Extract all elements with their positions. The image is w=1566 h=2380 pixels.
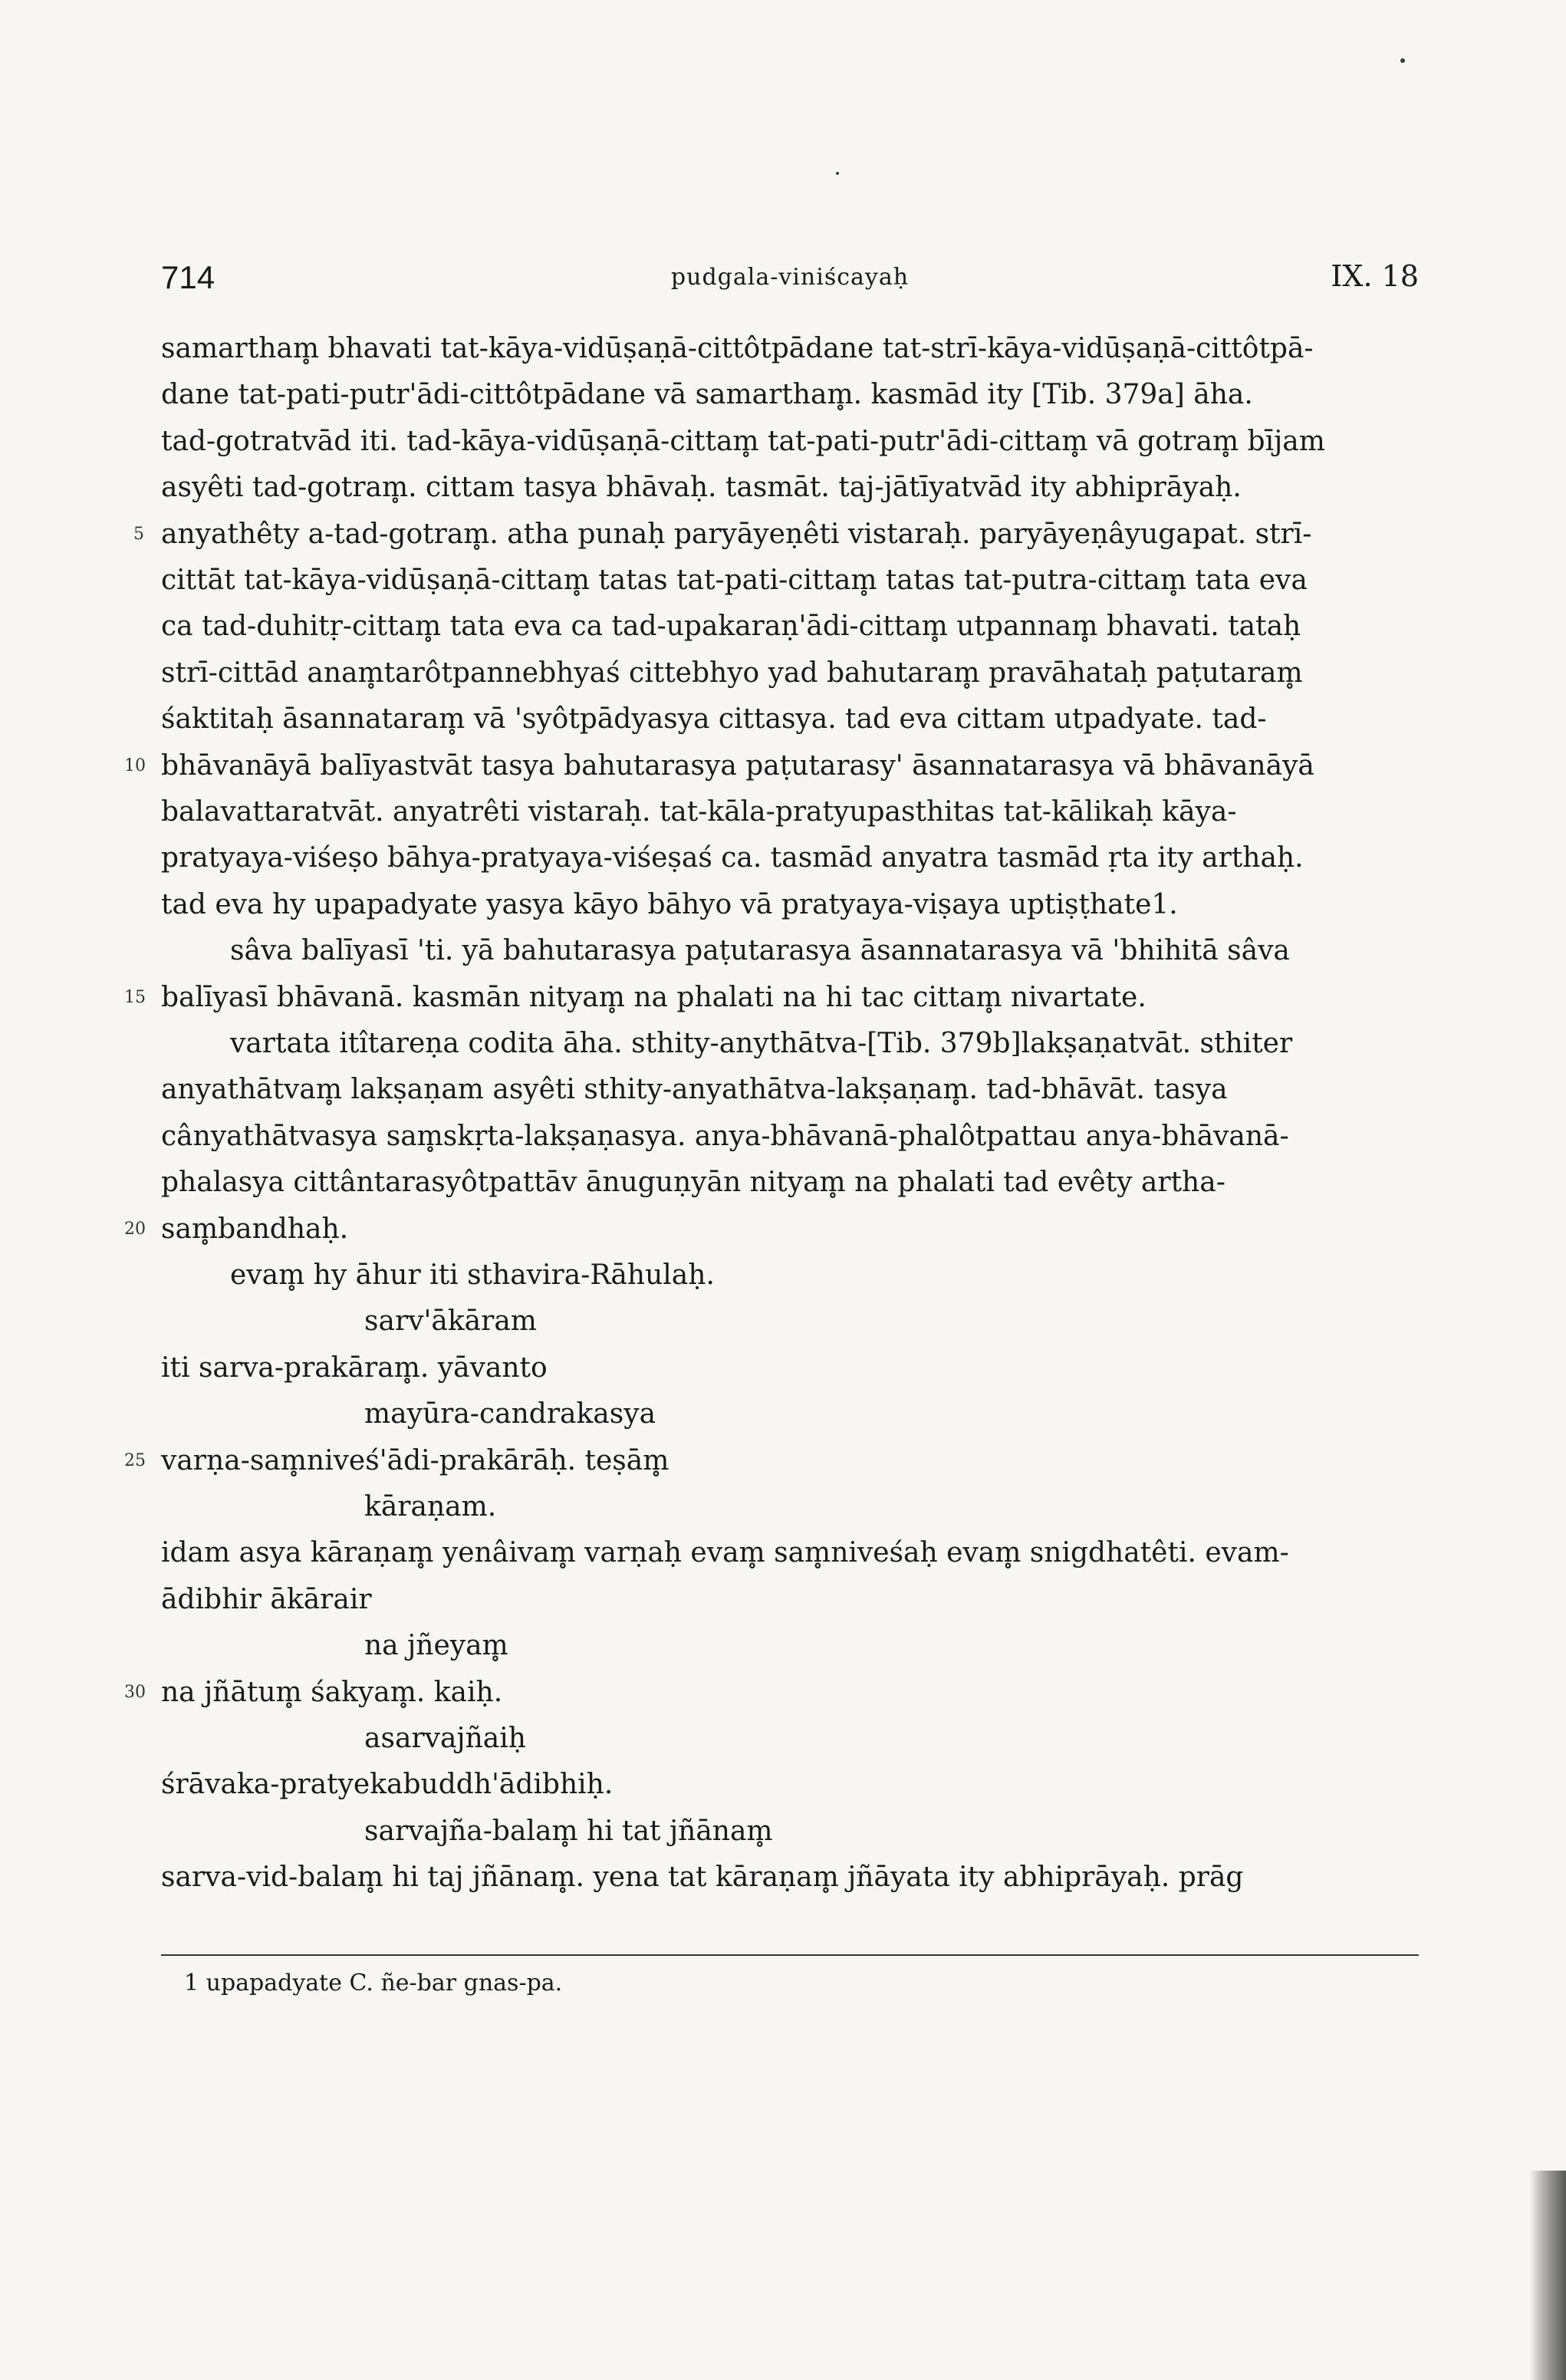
text-line: śrāvaka-pratyekabuddh'ādibhiḥ. [161,1769,614,1800]
text-line: phalasya cittântarasyôtpattāv ānuguṇyān nityam̥ na phalati tad evêty artha- [161,1167,1225,1198]
text-line: iti sarva-prakāram̥. yāvanto [161,1352,548,1384]
line-number: 25 [124,1451,146,1470]
text-line: evam̥ hy āhur iti sthavira-Rāhulaḥ. [230,1259,715,1291]
page-header [161,259,1419,305]
text-line: balavattaratvāt. anyatrêti vistaraḥ. tat-kāla-pratyupasthitas tat-kālikaḥ kāya- [161,796,1237,828]
page-speck [836,172,839,175]
text-line: śaktitaḥ āsannataram̥ vā 'syôtpādyasya cittasya. tad eva cittam utpadyate. tad- [161,703,1267,735]
text-line: bhāvanāyā balīyastvāt tasya bahutarasya paṭutarasy' āsannatarasya vā bhāvanāyā [161,750,1314,782]
line-number: 5 [133,525,144,544]
text-line: cânyathātvasya sam̥skṛta-lakṣaṇasya. anya-bhāvanā-phalôtpattau anya-bhāvanā- [161,1121,1289,1152]
text-line: vartata itîtareṇa codita āha. sthity-anythātva-[Tib. 379b]lakṣaṇatvāt. sthiter [230,1028,1293,1059]
line-number: 15 [124,988,146,1007]
text-line: samartham̥ bhavati tat-kāya-vidūṣaṇā-cittôtpādane tat-strī-kāya-vidūṣaṇā-cittôtpā- [161,333,1314,364]
text-line: dane tat-pati-putr'ādi-cittôtpādane vā samartham̥. kasmād ity [Tib. 379a] āha. [161,379,1253,410]
page-edge-shadow [1529,2171,1566,2380]
line-number: 10 [124,756,146,775]
text-line: anyathêty a-tad-gotram̥. atha punaḥ paryāyeṇêti vistaraḥ. paryāyeṇâyugapat. strī- [161,518,1312,550]
text-line: strī-cittād anam̥tarôtpannebhyaś cittebhyo yad bahutaram̥ pravāhataḥ paṭutaram̥ [161,657,1303,689]
text-line: tad eva hy upapadyate yasya kāyo bāhyo vā pratyaya-viṣaya uptiṣṭhate1. [161,889,1178,920]
text-line: anyathātvam̥ lakṣaṇam asyêti sthity-anyathātva-lakṣaṇam̥. tad-bhāvāt. tasya [161,1074,1228,1105]
line-number: 20 [124,1220,146,1239]
text-line: mayūra-candrakasya [364,1398,656,1430]
text-line: sam̥bandhaḥ. [161,1213,349,1245]
text-line: varṇa-sam̥niveś'ādi-prakārāḥ. teṣām̥ [161,1445,669,1476]
page-speck [1400,58,1405,63]
footnote: 1 upapadyate C. ñe-bar gnas-pa. [184,1970,563,1997]
text-line: kāraṇam. [364,1491,497,1522]
line-number: 30 [124,1683,146,1702]
text-line: cittāt tat-kāya-vidūṣaṇā-cittam̥ tatas tat-pati-cittam̥ tatas tat-putra-cittam̥ tata eva [161,565,1308,596]
text-line: ca tad-duhitṛ-cittam̥ tata eva ca tad-upakaraṇ'ādi-cittam̥ utpannam̥ bhavati. tataḥ [161,611,1301,642]
text-line: sarvajña-balam̥ hi tat jñānam̥ [364,1815,773,1847]
text-line: sarva-vid-balam̥ hi taj jñānam̥. yena tat kāraṇam̥ jñāyata ity abhiprāyaḥ. prāg [161,1862,1244,1893]
text-line: na jñātum̥ śakyam̥. kaiḥ. [161,1677,503,1708]
text-line: tad-gotratvād iti. tad-kāya-vidūṣaṇā-cittam̥ tat-pati-putr'ādi-cittam̥ vā gotram̥ bījam [161,426,1325,457]
footnote-rule [161,1954,1419,1956]
text-line: sarv'ākāram [364,1305,537,1337]
text-line: na jñeyam̥ [364,1630,508,1661]
text-line: pratyaya-viśeṣo bāhya-pratyaya-viśeṣaś ca. tasmād anyatra tasmād ṛta ity arthaḥ. [161,842,1304,874]
running-head: pudgala-viniścayaḥ [670,264,910,291]
page-number: 714 [161,259,215,295]
text-line: sâva balīyasī 'ti. yā bahutarasya paṭutarasya āsannatarasya vā 'bhihitā sâva [230,935,1290,966]
text-line: asyêti tad-gotram̥. cittam tasya bhāvaḥ. tasmāt. taj-jātīyatvād ity abhiprāyaḥ. [161,472,1242,503]
text-line: balīyasī bhāvanā. kasmān nityam̥ na phalati na hi tac cittam̥ nivartate. [161,982,1147,1013]
text-line: asarvajñaiḥ [364,1723,526,1754]
text-line: idam asya kāraṇam̥ yenâivam̥ varṇaḥ evam̥ sam̥niveśaḥ evam̥ snigdhatêti. evam- [161,1537,1289,1569]
section-number: IX. 18 [1331,259,1419,293]
text-line: ādibhir ākārair [161,1584,372,1615]
